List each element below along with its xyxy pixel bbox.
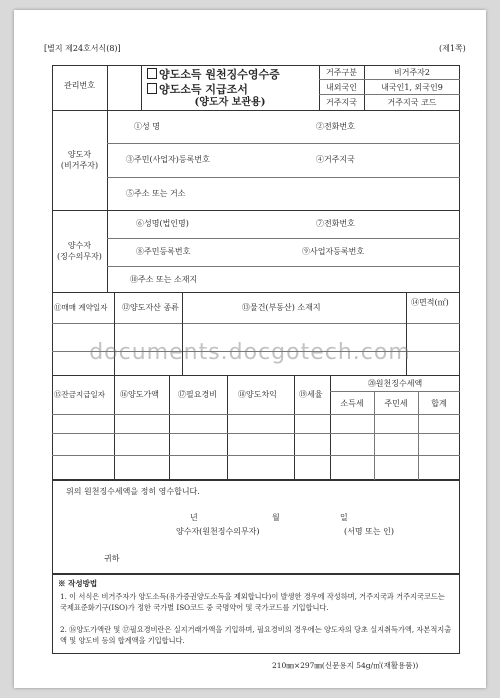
form-number: [별지 제24호서식(8)]	[44, 44, 121, 53]
notes-title: ※ 작성방법	[58, 579, 98, 588]
country-label: 거주지국	[326, 98, 357, 107]
transferee-sublabel: (징수의무자)	[57, 252, 102, 261]
transfer-price-header: ⑯양도가액	[120, 390, 159, 399]
transferor-country-field[interactable]: ④거주지국	[316, 155, 355, 164]
domestic-foreign-label: 내외국인	[326, 83, 357, 92]
transferor-label: 양도자	[67, 150, 92, 159]
withheld-tax-header: ⑳원천징수세액	[367, 379, 423, 388]
title-line2: 양도소득 지급조서	[147, 83, 248, 95]
signature-label[interactable]: (서명 또는 인)	[344, 527, 394, 536]
transferor-phone-field[interactable]: ②전화번호	[316, 122, 355, 131]
transferee-name-field[interactable]: ⑥성명(법인명)	[136, 219, 189, 228]
receipt-month: 월	[272, 513, 280, 522]
payment-date-header: ⑮잔금지급일자	[54, 390, 105, 399]
title-line1: 양도소득 원천징수영수증	[147, 68, 280, 80]
addressee-label: 귀하	[104, 554, 120, 563]
expenses-header: ⑰필요경비	[178, 390, 217, 399]
country-code-label: 거주지국 코드	[387, 98, 437, 107]
residence-label: 거주구분	[326, 68, 357, 77]
asset-type-header: ⑫양도자산 종류	[122, 303, 179, 312]
page-number: (제1쪽)	[439, 44, 466, 53]
watermark: documents.docgotech.com	[89, 340, 411, 365]
domestic-foreign-value: 내국인1, 외국인9	[381, 83, 443, 92]
note-1: 1. 이 서식은 비거주자가 양도소득(유가증권양도소득을 제외합니다)이 발생한 경우에 작성하며, 거주지국과 거주지국코드는 국제표준화기구(ISO)가 정한 국가별 ISO코드 중 국명약어 및 국가코드를 기입합니다.	[60, 592, 445, 612]
copy-type-label: (양도자 보관용)	[194, 97, 266, 108]
property-location-header: ⑬물건(부동산) 소재지	[242, 303, 321, 312]
transferor-sublabel: (비거주자)	[60, 161, 99, 170]
document-page	[14, 10, 486, 688]
transferee-phone-field[interactable]: ⑦전화번호	[316, 219, 355, 228]
transferor-name-field[interactable]: ①성 명	[134, 122, 160, 131]
receipt-year: 년	[190, 513, 198, 522]
receipt-day: 일	[340, 513, 348, 522]
payer-label: 양수자(원천징수의무자)	[176, 527, 260, 536]
management-number-label: 관리번호	[64, 81, 95, 90]
note-2: 2. ⑯양도가액란 및 ⑰필요경비란은 실지거래가액을 기입하며, 필요경비의 경우에는 양도자의 당초 실지취득가액, 자본적지출액 및 양도비 등의 합계액을 기입합니다.	[60, 625, 452, 645]
residence-value: 비거주자2	[393, 68, 430, 77]
transferee-label: 양수자	[67, 241, 92, 250]
tax-rate-header: ⑲세율	[299, 390, 323, 399]
transferee-biz-no-field[interactable]: ⑨사업자등록번호	[302, 247, 365, 256]
total-header: 합계	[431, 399, 447, 408]
receipt-statement: 위의 원천징수세액을 정히 영수합니다.	[66, 487, 200, 496]
withholding-receipt-checkbox[interactable]	[147, 68, 157, 79]
income-tax-header: 소득세	[340, 399, 364, 408]
transferor-address-field[interactable]: ⑤주소 또는 거소	[126, 189, 186, 198]
transferor-reg-no-field[interactable]: ③주민(사업자)등록번호	[126, 155, 210, 164]
area-header: ⑭면적(㎡)	[411, 298, 449, 307]
payment-statement-checkbox[interactable]	[147, 83, 157, 94]
paper-spec-footer: 210㎜×297㎜(신문용지 54g/㎡(재활용품))	[272, 661, 419, 670]
transferee-reg-no-field[interactable]: ⑧주민등록번호	[136, 247, 191, 256]
transfer-gain-header: ⑱양도차익	[238, 390, 277, 399]
contract-date-header: ⑪매매 계약일자	[54, 303, 108, 312]
transferee-address-field[interactable]: ⑩주소 또는 소재지	[130, 275, 198, 284]
resident-tax-header: 주민세	[384, 399, 408, 408]
